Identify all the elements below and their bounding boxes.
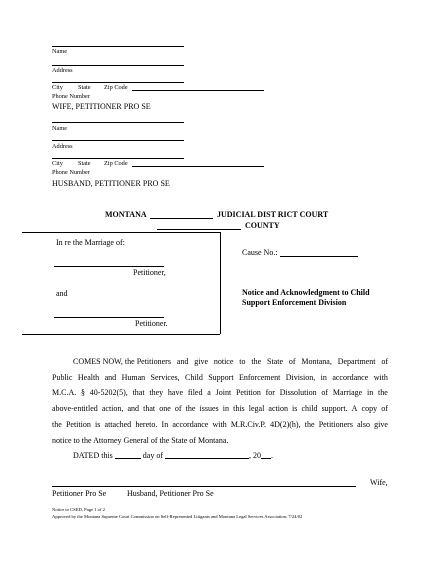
body-word: give — [374, 420, 388, 429]
body-word: Department — [337, 357, 376, 366]
wife-phone-line — [132, 90, 264, 91]
body-word: of — [174, 404, 182, 413]
husband-name-label: Name — [52, 125, 68, 132]
cause-no-line — [280, 256, 358, 257]
body-word: Services, — [150, 373, 180, 382]
body-word: M.C.A. — [52, 388, 77, 397]
husband-phone-label: Phone Number — [52, 169, 90, 176]
body-word: COMES NOW, the Petitioners — [73, 357, 171, 366]
body-line-1 — [73, 357, 388, 366]
body-word: Public — [52, 373, 73, 382]
body-word: of — [381, 404, 388, 413]
body-line-5 — [52, 420, 388, 429]
body-word: the — [251, 357, 262, 366]
body-word: 4D(2)(h), — [270, 420, 301, 429]
body-word: Enforcement — [238, 373, 281, 382]
body-word: child — [301, 404, 318, 413]
body-word: that — [132, 388, 145, 397]
body-word: of — [321, 388, 329, 397]
body-word: Division, — [285, 373, 316, 382]
wife-city-line — [52, 82, 184, 83]
body-word: a — [207, 388, 211, 397]
dated-day-blank — [115, 458, 141, 459]
body-word: to — [239, 357, 246, 366]
husband-zip-label: Zip Code — [104, 160, 128, 167]
husband-petitioner-label: Husband, Petitioner Pro Se — [127, 489, 214, 498]
caption-top-rule — [22, 232, 220, 233]
body-word: and — [104, 373, 117, 382]
body-word: in — [320, 373, 327, 382]
body-word: action — [268, 404, 288, 413]
body-word: of — [288, 357, 296, 366]
body-word: have — [167, 388, 184, 397]
body-word: also — [357, 420, 370, 429]
and-label: and — [56, 289, 68, 298]
husband-role-label: HUSBAND, PETITIONER PRO SE — [52, 179, 170, 188]
body-word: In — [161, 420, 169, 429]
body-word: and — [176, 357, 189, 366]
court-county-blank — [157, 229, 241, 230]
husband-phone-line — [132, 166, 264, 167]
petitioner2-line — [54, 317, 164, 318]
body-word: copy — [361, 404, 378, 413]
caption-bottom-rule — [22, 334, 220, 335]
body-word: and — [127, 404, 140, 413]
wife-address-line — [52, 65, 184, 66]
doc-title-line2: Support Enforcement Division — [242, 298, 347, 307]
body-word: give — [194, 357, 208, 366]
husband-city-label: City — [52, 160, 63, 167]
cause-no-label: Cause No.: — [242, 248, 278, 257]
body-word: M.R.Civ.P. — [230, 420, 266, 429]
body-word: is — [292, 404, 298, 413]
body-word: accordance — [172, 420, 209, 429]
body-word: with — [373, 373, 388, 382]
wife-state-label: State — [78, 84, 91, 91]
body-word: attached — [104, 420, 132, 429]
body-word: the — [304, 420, 315, 429]
body-word: action, — [101, 404, 124, 413]
body-word: Dissolution — [279, 388, 317, 397]
body-word: legal — [248, 404, 265, 413]
body-word: State — [267, 357, 283, 366]
body-word: hereto. — [135, 420, 158, 429]
body-word: Joint — [215, 388, 232, 397]
body-word: Marriage — [332, 388, 363, 397]
body-word: filed — [187, 388, 203, 397]
wife-name-label: Name — [52, 48, 68, 55]
dated-month-blank — [165, 458, 249, 459]
body-word: Montana, — [301, 357, 332, 366]
body-word: accordance — [332, 373, 369, 382]
body-word: in — [366, 388, 374, 397]
husband-address-line — [52, 140, 184, 141]
dated-day-of: day of — [142, 451, 163, 460]
body-word: Petitioners — [318, 420, 353, 429]
husband-name-line — [52, 122, 184, 123]
footer-line-2: Approved by the Montana Supreme Court Commission on Self-Represented Litigants and Montana Legal Services Association, 7/24/02 — [52, 514, 303, 519]
body-word: in — [222, 404, 229, 413]
body-word: the — [378, 388, 388, 397]
in-re-label: In re the Marriage of: — [56, 238, 125, 247]
wife-zip-label: Zip Code — [104, 84, 128, 91]
body-word: § — [81, 388, 86, 397]
body-line-6: notice to the Attorney General of the State of Montana. — [52, 436, 229, 445]
body-word: Petition — [65, 420, 91, 429]
dated-prefix: DATED this — [73, 451, 113, 460]
court-district-blank — [150, 218, 213, 219]
body-word: the — [185, 404, 196, 413]
body-line-3 — [52, 388, 388, 397]
petitioner1-line — [54, 266, 164, 267]
petitioner-pro-se-label: Petitioner Pro Se — [52, 489, 107, 498]
body-word: Human — [121, 373, 146, 382]
husband-address-label: Address — [52, 143, 73, 150]
body-word: 40-5202(5), — [89, 388, 128, 397]
body-word: of — [381, 357, 388, 366]
signature-line — [52, 486, 356, 487]
petitioner2-label: Petitioner. — [135, 319, 168, 328]
dated-line — [73, 451, 273, 460]
husband-city-line — [52, 158, 184, 159]
doc-title-line1: Notice and Acknowledgment to Child — [242, 288, 370, 297]
body-word: Support — [208, 373, 234, 382]
wife-city-label: City — [52, 84, 63, 91]
wife-suffix: Wife, — [370, 478, 388, 487]
court-name: JUDICIAL DIST RICT COURT — [217, 210, 329, 219]
body-word: Child — [185, 373, 203, 382]
body-word: A — [351, 404, 358, 413]
body-word: above-entitled — [52, 404, 98, 413]
court-state: MONTANA — [105, 210, 147, 219]
body-word: for — [265, 388, 275, 397]
dated-year-blank — [261, 458, 271, 459]
dated-year: , 20 — [249, 451, 261, 460]
body-word: Petition — [235, 388, 261, 397]
caption-divider — [220, 232, 221, 334]
wife-role-label: WIFE, PETITIONER PRO SE — [52, 102, 151, 111]
body-word: one — [159, 404, 171, 413]
body-word: with — [212, 420, 227, 429]
wife-address-label: Address — [52, 67, 73, 74]
body-word: they — [149, 388, 164, 397]
body-word: this — [233, 404, 245, 413]
wife-name-line — [52, 46, 184, 47]
husband-state-label: State — [78, 160, 91, 167]
body-word: the — [52, 420, 62, 429]
body-line-4 — [52, 404, 388, 413]
petitioner1-label: Petitioner, — [133, 268, 166, 277]
body-word: Health — [77, 373, 100, 382]
court-county: COUNTY — [245, 221, 280, 230]
body-word: issues — [199, 404, 219, 413]
dated-end: . — [271, 451, 273, 460]
body-word: is — [95, 420, 101, 429]
body-word: that — [143, 404, 156, 413]
body-word: notice — [213, 357, 234, 366]
body-word: support. — [321, 404, 348, 413]
wife-phone-label: Phone Number — [52, 93, 90, 100]
footer-line-1: Notice to CSED, Page 1 of 2 — [52, 507, 105, 512]
body-line-2 — [52, 373, 388, 382]
